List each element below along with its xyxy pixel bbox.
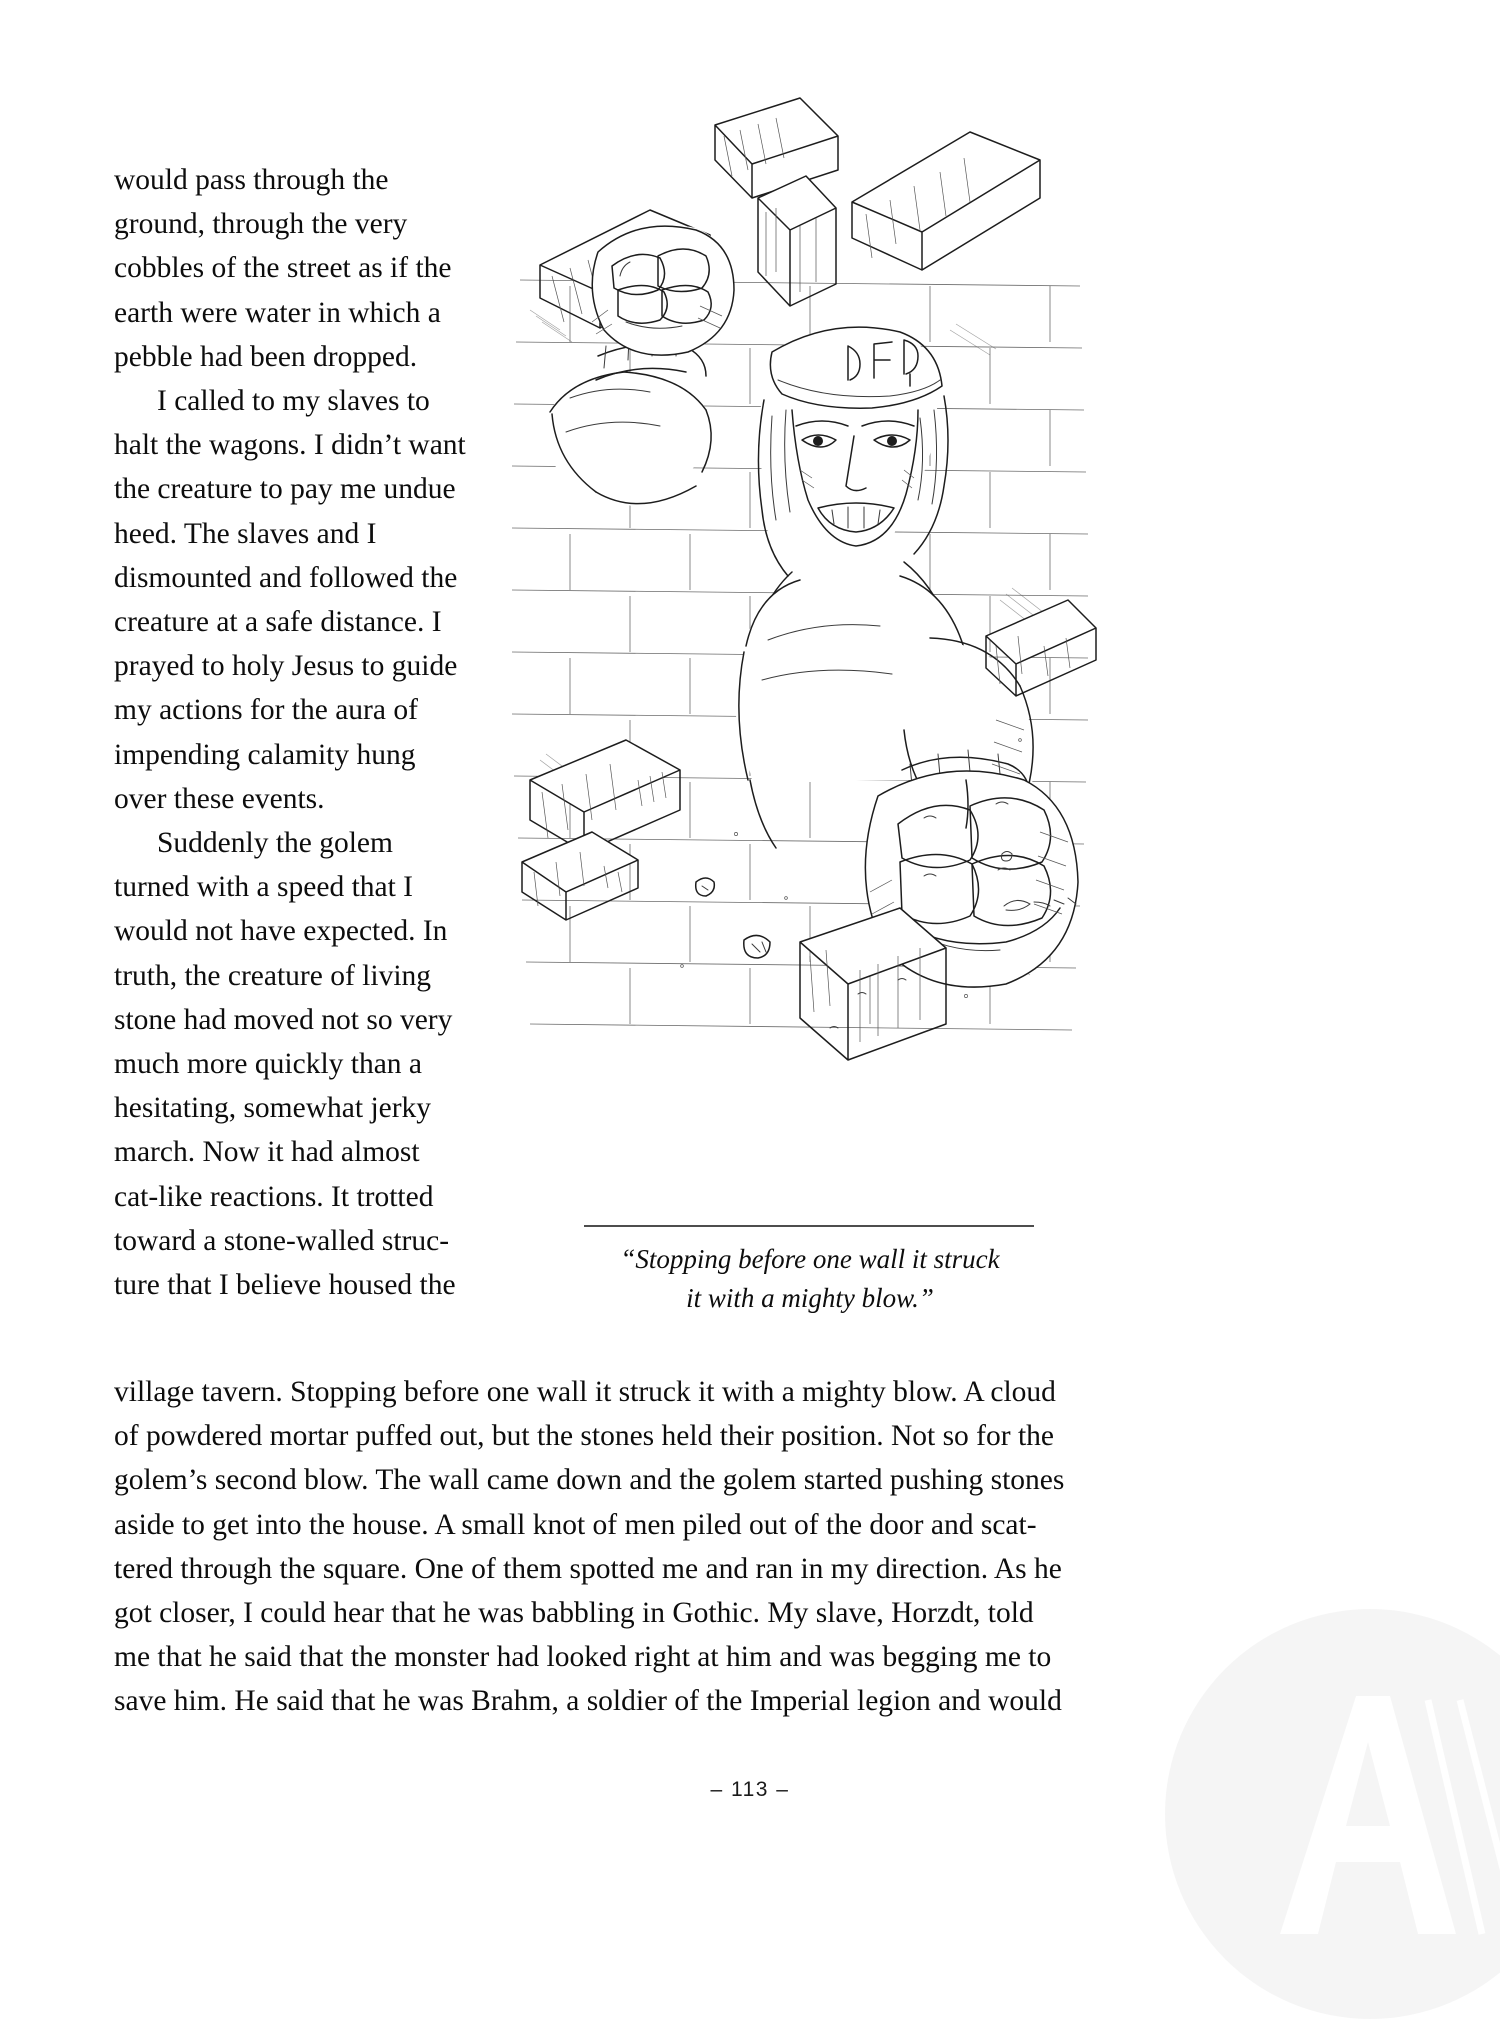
figure-caption xyxy=(530,1240,1090,1318)
full-width-text-column xyxy=(114,1370,1069,1724)
figure-golem xyxy=(500,80,1100,1313)
paragraph: I called to my slaves to halt the wagons. I didn’t want the creature to pay me undue heed. The slaves and I dismounted and followed the creature at a safe distance. I prayed to holy Jesus to guide my actions for the aura of impending calamity hung over these events. xyxy=(114,385,466,815)
golem-body xyxy=(550,225,1078,987)
golem-illustration xyxy=(500,80,1100,1180)
paragraph: ture that I believe housed the xyxy=(114,1269,456,1302)
paragraph: would pass through the ground, through the very cobbles of the street as if the earth were water in which a pebble had been dropped. xyxy=(114,164,452,373)
page-number: – 113 – xyxy=(710,1778,790,1801)
a-monogram-watermark xyxy=(1160,1604,1500,2024)
paragraph: village tavern. Stopping before one wall it struck it with a mighty blow. A cloud of powdered mortar puffed out, but the stones held their position. Not so for the golem’s second blow. The wall came down and the golem started pushing stones aside to get into the house. A small knot of men piled out of the door and scat-tered through the square. One of them spotted me and ran in my direction. As he got closer, I could hear that he was babbling in Gothic. My slave, Horzdt, told me that he said that the monster had looked right at him and was begging me to save him. He said that he was Brahm, a soldier of the Imperial legion and would xyxy=(114,1376,1065,1718)
left-text-column xyxy=(114,158,466,1307)
paragraph: Suddenly the golem turned with a speed that I would not have expected. In truth, the creature of living stone had moved not so very much more quickly than a hesitating, somewhat jerky march. Now it had almost cat-like reactions. It trotted toward a stone-walled struc- xyxy=(114,827,453,1257)
caption-line-2: it with a mighty blow.” xyxy=(686,1283,934,1313)
caption-line-1: “Stopping before one wall it struck xyxy=(620,1244,1000,1274)
caption-divider-rule xyxy=(584,1225,1034,1227)
